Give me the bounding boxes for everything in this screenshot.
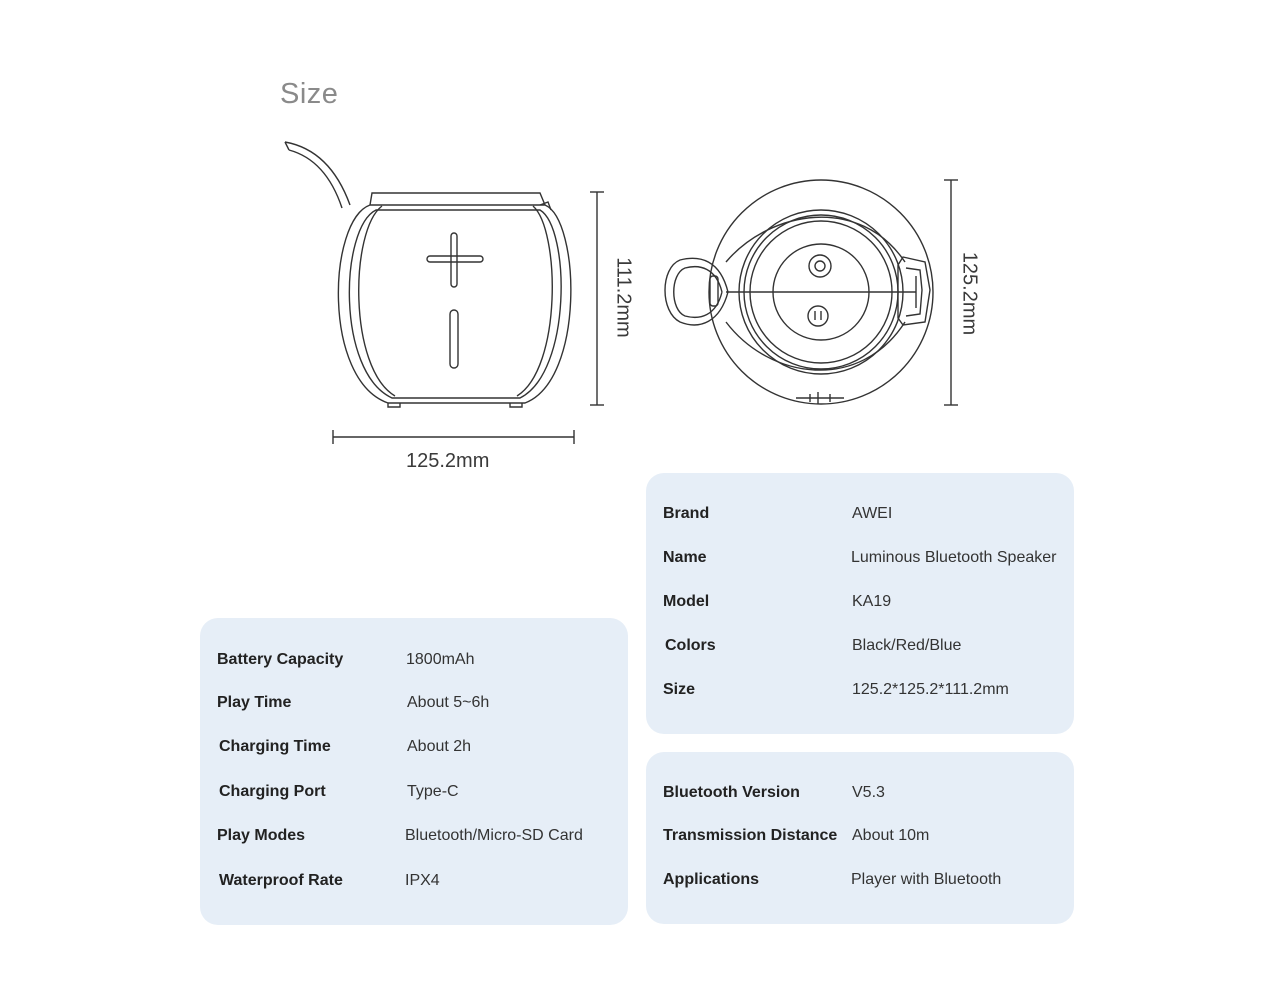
spec-value: About 5~6h [407,694,490,711]
spec-label: Play Time [217,694,292,711]
spec-label: Waterproof Rate [219,872,343,889]
power-button [808,306,828,326]
spec-label: Play Modes [217,827,306,844]
spec-value: Luminous Bluetooth Speaker [851,549,1057,566]
bluetooth-button [809,255,831,277]
spec-label: Name [663,549,707,566]
spec-row-charging-port [200,783,628,807]
spec-row-model [646,593,1074,617]
spec-value: 1800mAh [406,651,475,668]
spec-label: Charging Time [219,738,331,755]
spec-value: Bluetooth/Micro-SD Card [405,827,583,844]
spec-row-waterproof-rate [200,872,628,896]
spec-label: Size [663,681,696,698]
spec-value: Black/Red/Blue [852,637,962,654]
spec-row-play-modes [200,827,628,851]
spec-row-bluetooth-version [646,784,1074,808]
spec-label: Transmission Distance [663,827,838,844]
spec-value: About 10m [852,827,930,844]
general-specs-card [646,473,1074,734]
bluetooth-specs-card [646,752,1074,924]
spec-value: About 2h [407,738,472,755]
spec-label: Charging Port [219,783,326,800]
spec-row-play-time [200,694,628,718]
spec-row-battery-capacity [200,651,628,675]
spec-label: Brand [663,505,710,522]
spec-value: IPX4 [405,872,440,889]
spec-label: Model [663,593,710,610]
spec-label: Applications [663,871,760,888]
spec-row-charging-time [200,738,628,762]
spec-label: Colors [665,637,716,654]
diameter-dimension-label: 125.2mm [958,251,981,336]
section-title: Size [280,78,339,110]
spec-value: KA19 [852,593,892,610]
spec-value: Type-C [407,783,459,800]
spec-label: Battery Capacity [217,651,344,668]
spec-row-size [646,681,1074,705]
width-dimension-label: 125.2mm [406,450,490,472]
spec-row-brand [646,505,1074,529]
spec-value: 125.2*125.2*111.2mm [852,681,1009,698]
spec-value: Player with Bluetooth [851,871,1002,888]
spec-label: Bluetooth Version [663,784,800,801]
spec-row-name [646,549,1074,573]
spec-row-applications [646,871,1074,895]
spec-row-colors [646,637,1074,661]
spec-row-transmission-distance [646,827,1074,851]
spec-value: V5.3 [852,784,885,801]
spec-value: AWEI [852,505,893,522]
battery-specs-card [200,618,628,925]
height-dimension-label: 111.2mm [612,257,635,338]
